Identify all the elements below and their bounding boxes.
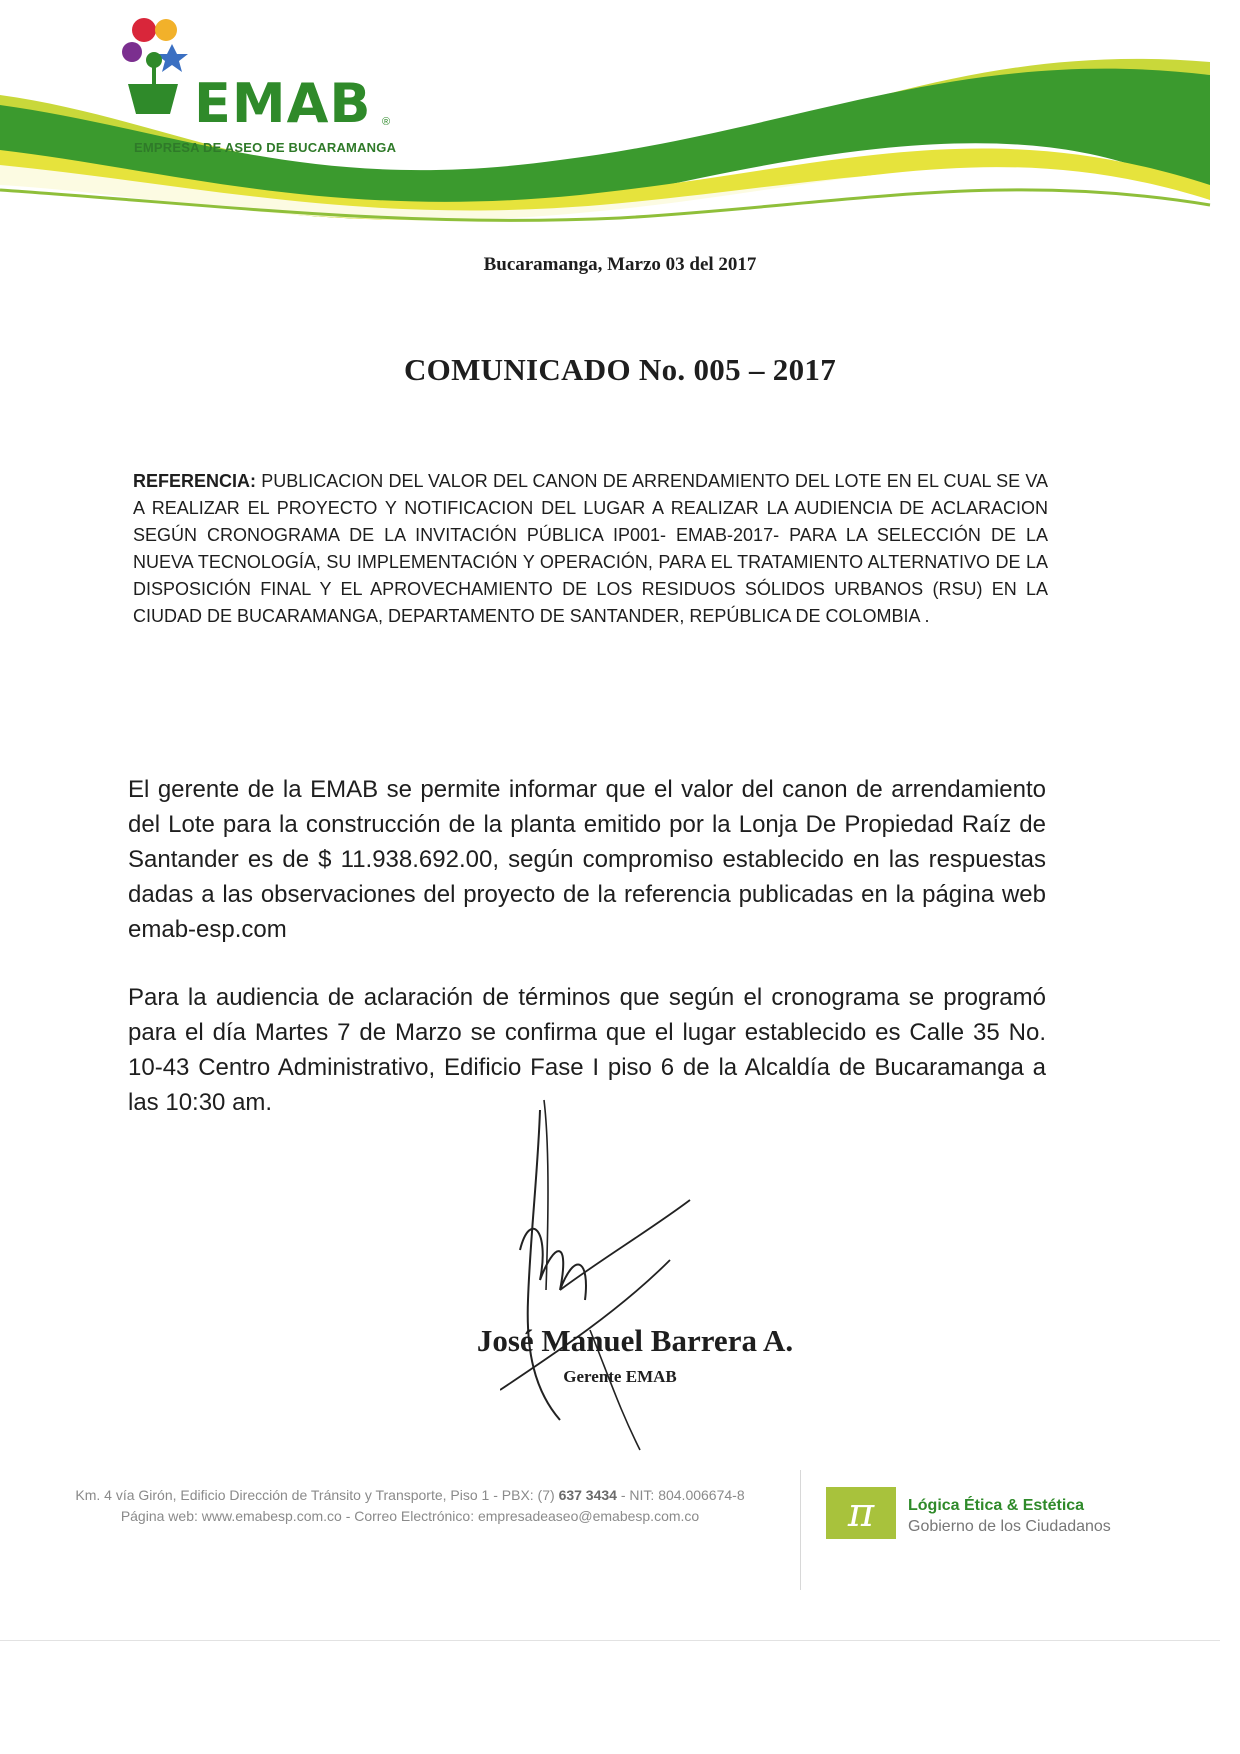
signer-role: Gerente EMAB xyxy=(563,1367,677,1386)
page-bottom-rule xyxy=(0,1640,1220,1641)
company-name: EMPRESA DE ASEO DE BUCARAMANGA xyxy=(134,140,397,155)
reference-label: REFERENCIA: xyxy=(133,471,257,491)
motto-line-2: Gobierno de los Ciudadanos xyxy=(908,1518,1111,1535)
footer-web-email: Página web: www.emabesp.com.co - Correo Electrónico: empresadeaseo@emabesp.com.co xyxy=(120,1508,700,1524)
body-paragraph-2: Para la audiencia de aclaración de términos que según el cronograma se programó para el día Martes 7 de Marzo se confirma que el lugar establecido es Calle 35 No. 10-43 Centro Administrativo, Edificio Fase I piso 6 de la Alcaldía de Bucaramanga a las 10:30 am. xyxy=(128,984,1046,1116)
footer-divider xyxy=(800,1470,801,1590)
document-title: COMUNICADO No. 005 – 2017 xyxy=(403,352,836,387)
registered-mark: ® xyxy=(382,116,391,128)
footer-address-text: Km. 4 vía Girón, Edificio Dirección de Tránsito y Transporte, Piso 1 - PBX: (7) xyxy=(75,1487,559,1503)
pi-logo-icon: π xyxy=(826,1487,896,1539)
logo-wordmark: EMAB xyxy=(194,72,372,135)
reference-text: PUBLICACION DEL VALOR DEL CANON DE ARRENDAMIENTO DEL LOTE EN EL CUAL SE VA A REALIZAR EL PROYECTO Y NOTIFICACION DEL LUGAR A REALIZAR LA AUDIENCIA DE ACLARACION SEGÚN CRONOGRAMA DE LA INVITACIÓN PÚBLICA IP001- EMAB-2017- PARA LA SELECCIÓN DE LA NUEVA TECNOLOGÍA, SU IMPLEMENTACIÓN Y OPERACIÓN, PARA EL TRATAMIENTO ALTERNATIVO DE LA DISPOSICIÓN FINAL Y EL APROVECHAMIENTO DE LOS RESIDUOS SÓLIDOS URBANOS (RSU) EN LA CIUDAD DE BUCARAMANGA, DEPARTAMENTO DE SANTANDER, REPÚBLICA DE COLOMBIA . xyxy=(133,471,1048,626)
signer-name: José Manuel Barrera A. xyxy=(476,1323,794,1358)
handwritten-signature xyxy=(500,1090,720,1480)
footer-phone: 637 3434 xyxy=(558,1487,617,1503)
reference-block xyxy=(133,468,1048,630)
body-paragraph-1: El gerente de la EMAB se permite informar que el valor del canon de arrendamiento del Lote para la construcción de la planta emitido por la Lonja De Propiedad Raíz de Santander es de $ 11.938.692.00, según compromiso establecido en las respuestas dadas a las observaciones del proyecto de la referencia publicadas en la página web emab-esp.com xyxy=(128,776,1046,943)
flower-pot-icon xyxy=(114,12,204,122)
document-date: Bucaramanga, Marzo 03 del 2017 xyxy=(483,254,757,275)
emab-logo xyxy=(114,12,414,162)
footer-address xyxy=(30,1487,790,1503)
motto-line-1: Lógica Ética & Estética xyxy=(908,1497,1085,1514)
footer-nit: - NIT: 804.006674-8 xyxy=(616,1487,745,1503)
